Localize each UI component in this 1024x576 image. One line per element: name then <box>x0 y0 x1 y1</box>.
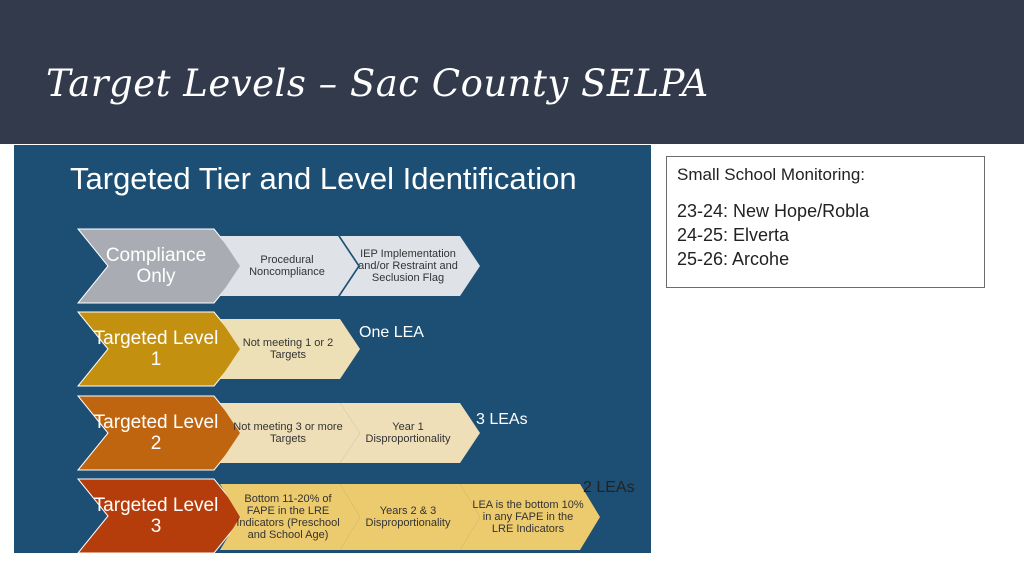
page-title: Target Levels – Sac County SELPA <box>46 62 709 105</box>
step-label: Year 1 Disproportionality <box>365 421 451 445</box>
step-label: Procedural Noncompliance <box>249 254 325 278</box>
level-label: Targeted Level 3 <box>93 495 219 537</box>
step-label: Not meeting 1 or 2 Targets <box>242 337 334 361</box>
diagram-panel <box>14 145 651 553</box>
step-label: LEA is the bottom 10% in any FAPE in the LRE Indicators <box>472 499 584 535</box>
monitoring-heading: Small School Monitoring: <box>677 165 866 184</box>
level-label: Targeted Level 2 <box>93 412 219 454</box>
monitoring-entry: 24-25: Elverta <box>677 225 790 245</box>
lea-count-level-1: One LEA <box>359 324 424 341</box>
step-chevron <box>340 236 480 296</box>
step-chevron <box>460 484 600 550</box>
step-label: Years 2 & 3 Disproportionality <box>365 505 451 529</box>
step-chevron <box>220 319 360 379</box>
lea-count-level-2: 3 LEAs <box>476 411 528 428</box>
step-chevron <box>220 403 360 463</box>
diagram-title: Targeted Tier and Level Identification <box>70 161 577 196</box>
step-chevron <box>340 403 480 463</box>
level-label: Compliance Only <box>105 245 207 287</box>
monitoring-entry: 25-26: Arcohe <box>677 249 790 269</box>
small-school-monitoring-box <box>666 156 985 288</box>
step-label: IEP Implementation and/or Restraint and Seclusion Flag <box>358 248 458 284</box>
level-label: Targeted Level 1 <box>93 328 219 370</box>
step-label: Not meeting 3 or more Targets <box>233 421 343 445</box>
step-label: Bottom 11-20% of FAPE in the LRE Indicators (Preschool and School Age) <box>236 493 340 541</box>
step-chevron <box>220 484 360 550</box>
lea-count-level-3: 2 LEAs <box>583 479 635 496</box>
monitoring-entry: 23-24: New Hope/Robla <box>677 201 870 221</box>
step-chevron <box>220 236 358 296</box>
slide-header <box>0 0 1024 144</box>
step-chevron <box>340 484 480 550</box>
